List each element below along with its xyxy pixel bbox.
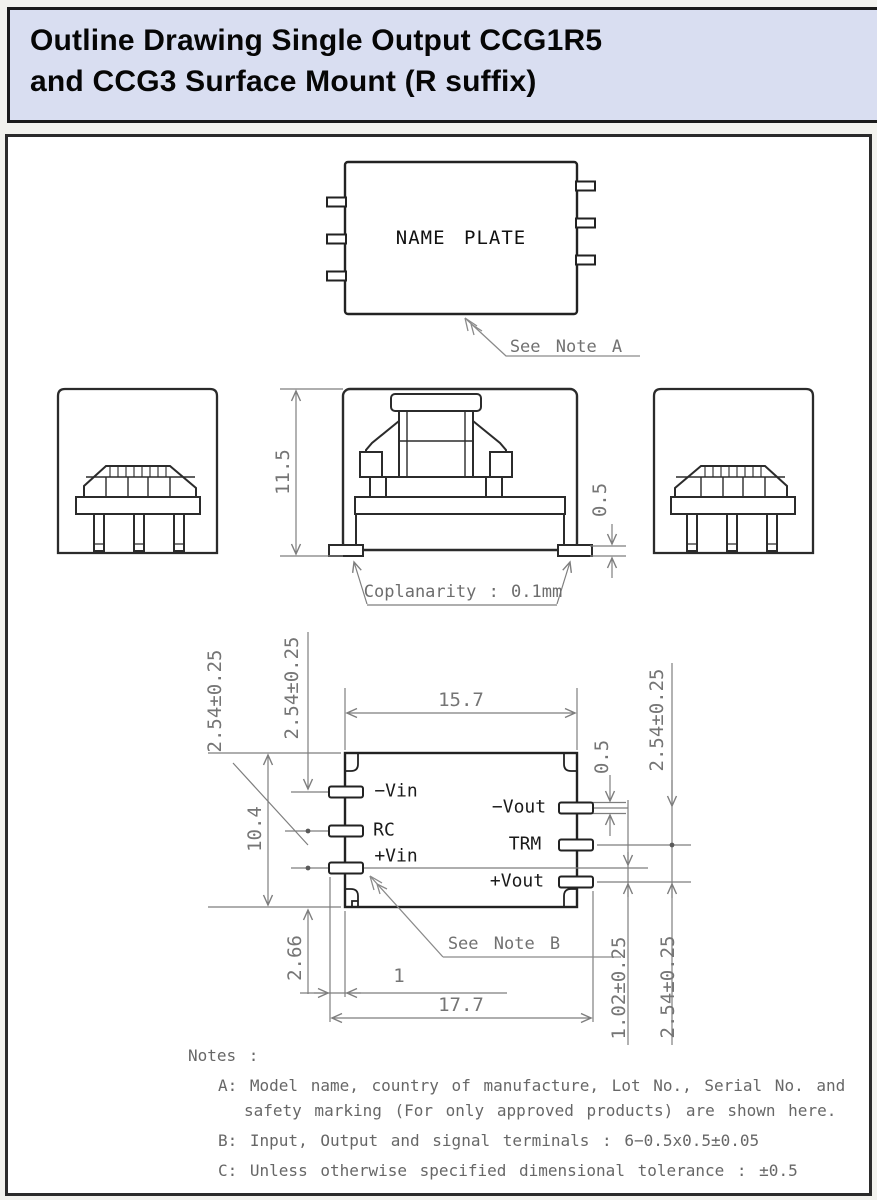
top-view-right-pins bbox=[576, 182, 595, 265]
dim-pitch-left-inner: 2.54±0.25 bbox=[281, 636, 303, 740]
dim-bottom-offset-2-66: 2.66 bbox=[284, 935, 306, 981]
dim-pitch-right-upper: 2.54±0.25 bbox=[646, 668, 668, 772]
dim-body-width-15-7: 15.7 bbox=[438, 689, 484, 711]
name-plate-label: NAME PLATE bbox=[395, 227, 527, 249]
top-view-left-pins bbox=[327, 198, 346, 281]
pin-label-trm: TRM bbox=[508, 833, 542, 855]
side-view-left bbox=[58, 389, 217, 553]
pin-label-neg-vout: −Vout bbox=[491, 796, 547, 818]
page-title-line1: Outline Drawing Single Output CCG1R5 bbox=[30, 24, 603, 57]
note-c-line: C: Unless otherwise specified dimensional tolerance : ±0.5 bbox=[218, 1161, 798, 1180]
pin-label-pos-vin: +Vin bbox=[374, 845, 418, 867]
coplanarity-label: Coplanarity : 0.1mm bbox=[363, 582, 563, 602]
note-b-line: B: Input, Output and signal terminals : 6−0.5x0.5±0.05 bbox=[218, 1131, 760, 1150]
dim-height-11-5: 11.5 bbox=[272, 449, 294, 495]
dim-pitch-left-outer: 2.54±0.25 bbox=[204, 649, 226, 753]
pin-label-pos-vout: +Vout bbox=[489, 870, 545, 892]
note-a-line1: A: Model name, country of manufacture, Lot No., Serial No. and bbox=[218, 1076, 846, 1095]
pin-label-rc: RC bbox=[373, 819, 395, 841]
notes-heading: Notes : bbox=[188, 1046, 259, 1065]
front-view bbox=[329, 389, 592, 556]
dim-pin-thickness-0-5: 0.5 bbox=[591, 739, 613, 775]
dim-pin-protrusion-1: 1 bbox=[393, 965, 405, 987]
dim-body-height-10-4: 10.4 bbox=[244, 806, 266, 852]
dim-foot-0-5: 0.5 bbox=[589, 482, 611, 518]
page-title-line2: and CCG3 Surface Mount (R suffix) bbox=[30, 65, 537, 98]
dim-row-offset-1-02: 1.02±0.25 bbox=[608, 936, 630, 1040]
see-note-a-label: See Note A bbox=[509, 337, 623, 357]
pin-label-neg-vin: −Vin bbox=[374, 780, 418, 802]
see-note-b-label: See Note B bbox=[447, 934, 561, 954]
dim-pitch-right-lower: 2.54±0.25 bbox=[657, 935, 679, 1039]
dim-overall-width-17-7: 17.7 bbox=[438, 994, 484, 1016]
side-view-right bbox=[654, 389, 813, 553]
note-a-line2: safety marking (For only approved products) are shown here. bbox=[244, 1101, 837, 1120]
